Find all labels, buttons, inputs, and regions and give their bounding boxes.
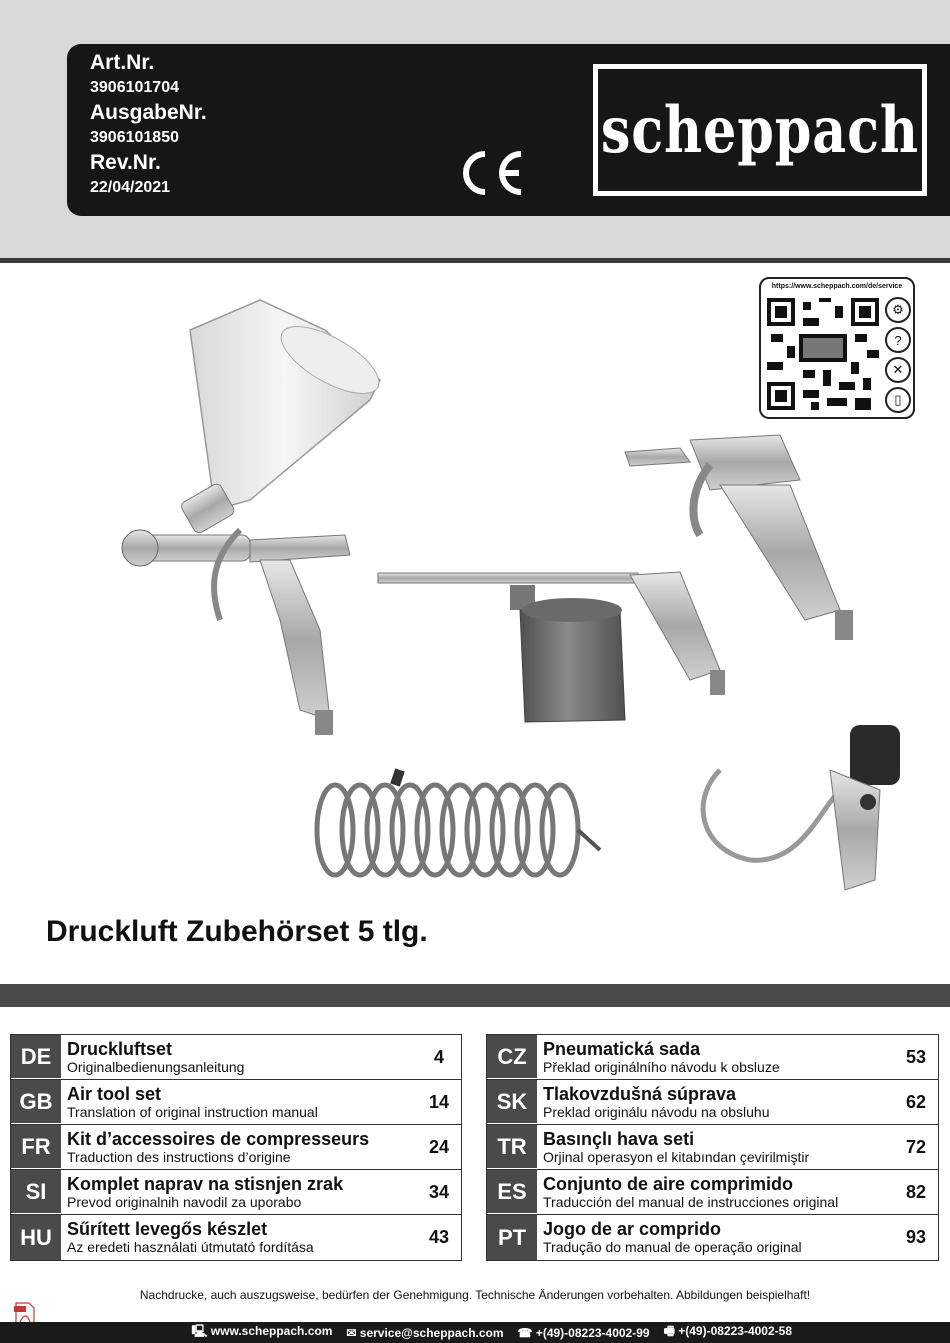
language-row-sk[interactable]	[487, 1080, 938, 1125]
page-number: 72	[905, 1136, 927, 1157]
footer-phone-text[interactable]: +(49)-08223-4002-99	[535, 1325, 650, 1340]
page-number: 4	[433, 1046, 444, 1067]
page-number: 43	[428, 1227, 450, 1247]
disclaimer-text: Nachdrucke, auch auszugsweise, bedürfen der Genehmigung. Technische Änderungen vorbehalten. Abbildungen beispielhaft!	[139, 1288, 811, 1302]
page-number: 14	[428, 1091, 450, 1112]
language-subtitle: Překlad originálního návodu k obsluze	[543, 1058, 780, 1075]
language-title: Conjunto de aire comprimido	[543, 1173, 794, 1194]
page-number: 24	[428, 1136, 450, 1157]
language-row-de[interactable]	[11, 1035, 461, 1080]
language-row-pt[interactable]	[487, 1215, 938, 1260]
language-subtitle: Translation of original instruction manual	[67, 1103, 318, 1120]
tyre-inflator-illustration	[703, 725, 900, 890]
art-label: Art.Nr.	[90, 51, 155, 74]
footer-email-text[interactable]: service@scheppach.com	[359, 1325, 504, 1340]
language-subtitle: Preklad originálu návodu na obsluhu	[543, 1103, 770, 1120]
language-code: TR	[487, 1125, 537, 1169]
page-number: 82	[905, 1181, 927, 1202]
footer-phone[interactable]: ☎ +(49)-08223-4002-99	[517, 1325, 650, 1340]
language-row-fr[interactable]	[11, 1125, 461, 1170]
divider	[0, 258, 950, 263]
language-title: Tlakovzdušná súprava	[543, 1083, 737, 1104]
language-table-left	[10, 1034, 462, 1261]
rev-value: 22/04/2021	[90, 179, 171, 196]
language-row-si[interactable]	[11, 1170, 461, 1215]
language-title: Druckluftset	[67, 1038, 173, 1059]
language-row-es[interactable]	[487, 1170, 938, 1215]
spray-gun-illustration	[122, 300, 389, 735]
footer-email[interactable]: ✉ service@scheppach.com	[346, 1325, 504, 1340]
language-code: FR	[11, 1125, 61, 1169]
ce-mark-icon	[455, 148, 527, 198]
footer-web-text[interactable]: www.scheppach.com	[210, 1324, 333, 1338]
section-divider	[0, 984, 950, 1007]
language-code: PT	[487, 1215, 537, 1260]
qr-url: https://www.scheppach.com/de/service	[771, 283, 903, 290]
language-code: CZ	[487, 1035, 537, 1079]
language-subtitle: Originalbedienungsanleitung	[67, 1058, 245, 1075]
language-subtitle: Az eredeti használati útmutató fordítása	[67, 1239, 314, 1255]
art-value: 3906101704	[90, 79, 179, 96]
language-code: GB	[11, 1080, 61, 1124]
gear-doc-icon[interactable]: ⚙	[885, 297, 911, 323]
page-number: 93	[905, 1227, 927, 1247]
language-code: SK	[487, 1080, 537, 1124]
language-subtitle: Traduction des instructions d’origine	[67, 1148, 291, 1165]
brand-logo-text: scheppach	[601, 92, 919, 168]
tools-icon[interactable]: ✕	[885, 357, 911, 383]
language-code: HU	[11, 1215, 61, 1260]
language-subtitle: Traducción del manual de instrucciones original	[543, 1193, 839, 1210]
language-title: Basınçlı hava seti	[543, 1128, 695, 1149]
product-title: Druckluft Zubehörset 5 tlg.	[46, 915, 428, 948]
footer-bar	[0, 1322, 950, 1343]
brand-logo	[593, 64, 927, 196]
language-title: Jogo de ar comprido	[543, 1219, 722, 1239]
language-row-tr[interactable]	[487, 1125, 938, 1170]
language-row-cz[interactable]	[487, 1035, 938, 1080]
ausgabe-value: 3906101850	[90, 129, 179, 146]
language-subtitle: Tradução do manual de operação original	[543, 1239, 802, 1255]
spiral-hose-illustration	[317, 770, 600, 875]
page-number: 62	[905, 1091, 927, 1112]
footer-fax-text: +(49)-08223-4002-58	[678, 1324, 792, 1338]
product-illustration	[100, 290, 900, 930]
language-subtitle: Orjinal operasyon el kitabından çevirilmiştir	[543, 1148, 810, 1165]
page-number: 34	[428, 1181, 450, 1202]
language-title: Sűrített levegős készlet	[67, 1219, 268, 1239]
language-title: Kit d’accessoires de compresseurs	[67, 1128, 370, 1149]
language-title: Air tool set	[67, 1083, 162, 1104]
speech-icon[interactable]: ?	[885, 327, 911, 353]
footer-web[interactable]: 🖳 www.scheppach.com	[191, 1324, 333, 1338]
language-row-gb[interactable]	[11, 1080, 461, 1125]
page-number: 53	[905, 1046, 927, 1067]
language-title: Komplet naprav na stisnjen zrak	[67, 1173, 344, 1194]
language-code: ES	[487, 1170, 537, 1214]
ausgabe-label: AusgabeNr.	[90, 101, 207, 124]
language-row-hu[interactable]	[11, 1215, 461, 1260]
rev-label: Rev.Nr.	[90, 151, 161, 174]
language-code: DE	[11, 1035, 61, 1079]
language-title: Pneumatická sada	[543, 1038, 701, 1059]
language-table-right	[486, 1034, 939, 1261]
wash-gun-illustration	[378, 572, 725, 722]
language-subtitle: Prevod originalnih navodil za uporabo	[67, 1193, 302, 1210]
book-icon[interactable]: ▯	[885, 387, 911, 413]
footer-fax: 🖷 +(49)-08223-4002-58	[663, 1324, 792, 1338]
language-code: SI	[11, 1170, 61, 1214]
article-info	[90, 50, 207, 200]
